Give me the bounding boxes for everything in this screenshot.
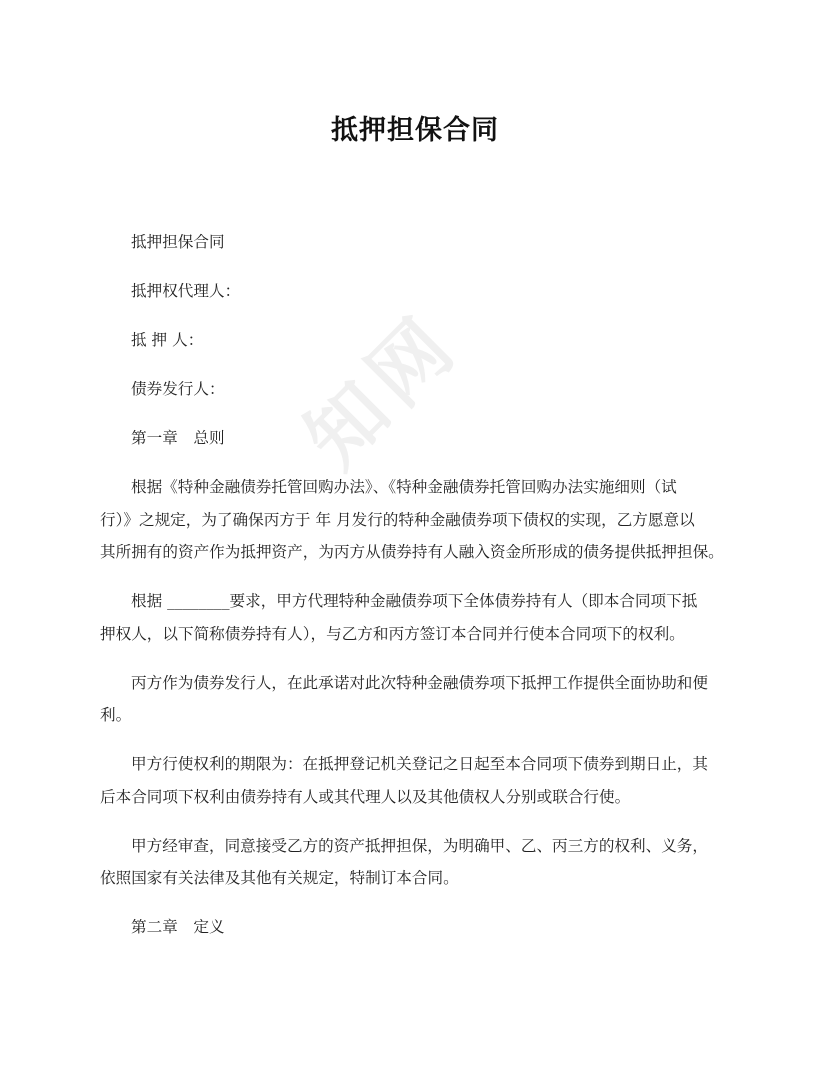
paragraph (100, 422, 740, 455)
paragraph-line: 根据《特种金融债券托管回购办法》、《特种金融债券托管回购办法实施细则（试 (131, 478, 677, 496)
paragraph (100, 373, 740, 406)
paragraph (100, 324, 740, 357)
paragraph-line: 依照国家有关法律及其他有关规定，特制订本合同。 (100, 869, 459, 887)
paragraph-line: 抵 押 人： (131, 331, 204, 349)
paragraph-line: 第一章 总则 (131, 429, 225, 447)
paragraph (100, 748, 740, 813)
paragraph (100, 830, 740, 895)
paragraph (100, 667, 740, 732)
paragraph (100, 226, 740, 259)
paragraph (100, 911, 740, 944)
paragraph (100, 471, 740, 569)
paragraph-line: 抵押担保合同 (131, 233, 225, 251)
paragraph-line: 甲方经审查，同意接受乙方的资产抵押担保，为明确甲、乙、丙三方的权利、义务， (131, 836, 708, 855)
paragraph-line: 押权人，以下简称债券持有人），与乙方和丙方签订本合同并行使本合同项下的权利。 (100, 624, 685, 643)
paragraph-line: 债券发行人： (131, 380, 225, 398)
document-body (100, 226, 740, 960)
paragraph-line: 第二章 定义 (131, 918, 225, 936)
paragraph-line: 行）》之规定，为了确保丙方于 年 月发行的特种金融债券项下债权的实现，乙方愿意以 (100, 510, 695, 529)
document-title: 抵押担保合同 (331, 115, 499, 146)
paragraph-line: 甲方行使权利的期限为：在抵押登记机关登记之日起至本合同项下债券到期日止，其 (131, 755, 708, 773)
paragraph-line: 利。 (100, 706, 132, 724)
paragraph-line: 根据 ________要求，甲方代理特种金融债券项下全体债券持有人（即本合同项下抵 (131, 592, 698, 610)
paragraph (100, 585, 740, 650)
paragraph-line: 其所拥有的资产作为抵押资产，为丙方从债券持有人融入资金所形成的债务提供抵押担保。 (100, 543, 724, 561)
paragraph-line: 抵押权代理人： (131, 282, 241, 300)
paragraph-line: 后本合同项下权利由债券持有人或其代理人以及其他债权人分别或联合行使。 (100, 787, 631, 806)
watermark: 知网 (288, 296, 478, 486)
paragraph (100, 275, 740, 308)
paragraph-line: 丙方作为债券发行人，在此承诺对此次特种金融债券项下抵押工作提供全面协助和便 (131, 673, 708, 692)
